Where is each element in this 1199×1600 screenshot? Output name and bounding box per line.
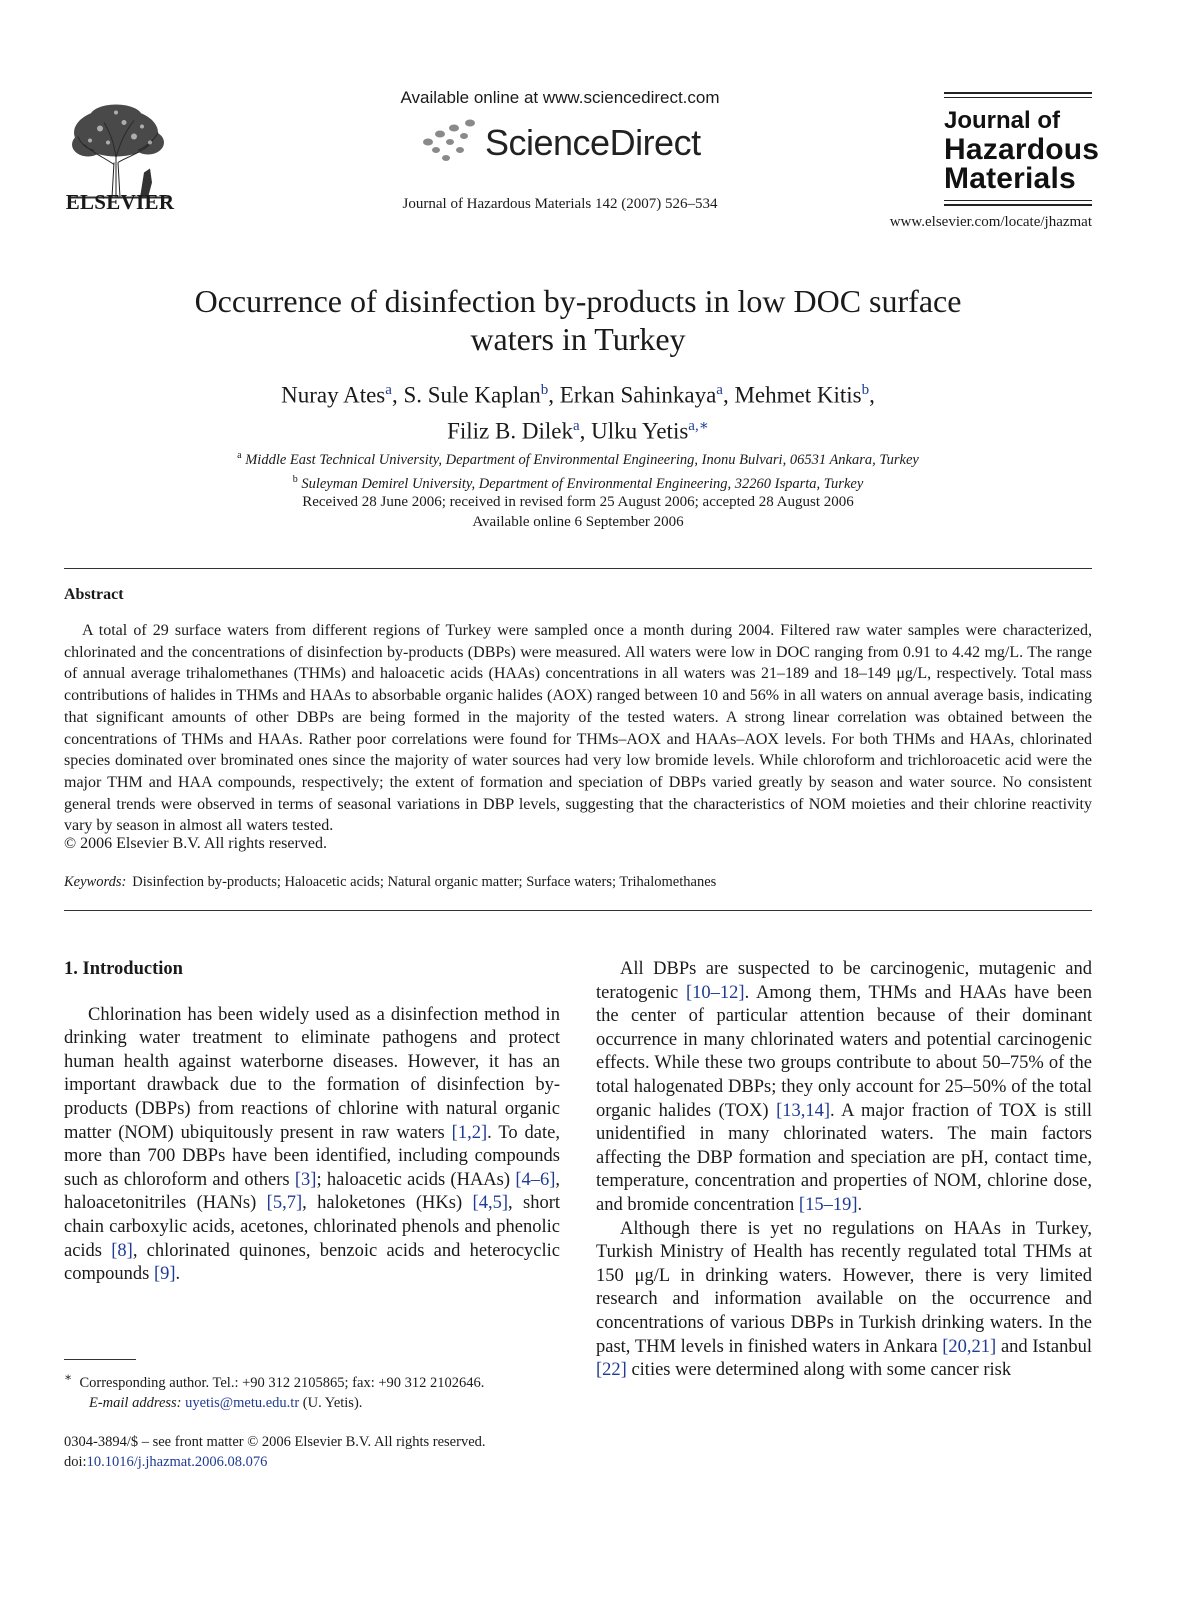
issn-line: 0304-3894/$ – see front matter © 2006 Elsevier B.V. All rights reserved.	[64, 1434, 486, 1450]
citation-link[interactable]: [10–12]	[686, 982, 745, 1003]
author-affiliation-mark[interactable]: a	[385, 382, 392, 398]
sciencedirect-wordmark: ScienceDirect	[485, 122, 701, 163]
paragraph-text: , short chain carboxylic acids, acetones, chlorinated phenols and phenolic acids	[64, 1193, 561, 1261]
paragraph-text: ; haloacetic acids (HAAs)	[316, 1169, 516, 1190]
citation-link[interactable]: [1,2]	[451, 1122, 488, 1143]
affiliations	[100, 446, 1056, 494]
keywords-list: Disinfection by-products; Haloacetic acids; Natural organic matter; Surface waters; Trihalomethanes	[132, 874, 717, 890]
paragraph-text: cities were determined along with some cancer risk	[626, 1360, 1012, 1381]
citation-link[interactable]: [9]	[153, 1264, 176, 1285]
author-affiliation-mark[interactable]: a,∗	[688, 417, 709, 434]
doi-label: doi:	[64, 1454, 87, 1470]
citation-link[interactable]: [8]	[111, 1240, 133, 1261]
author-name: Nuray Ates	[281, 382, 386, 408]
paragraph-text: .	[857, 1194, 863, 1215]
paper-title-line: waters in Turkey	[470, 321, 686, 357]
citation-link[interactable]: [13,14]	[776, 1100, 831, 1121]
author-name: S. Sule Kaplan	[403, 382, 541, 408]
journal-logo-rule	[944, 92, 1092, 94]
author-name: Ulku Yetis	[591, 418, 689, 444]
sciencedirect-available-online: Available online at www.sciencedirect.com	[400, 88, 720, 107]
journal-logo-rule	[944, 204, 1092, 206]
citation-link[interactable]: [4,5]	[472, 1193, 508, 1214]
footnote-rule	[64, 1359, 136, 1360]
intro-paragraph	[64, 1004, 560, 1287]
paragraph-text: Although there is yet no regulations on HAAs in Turkey, Turkish Ministry of Health has recently regulated total THMs at 150 μg/L in drinking waters. However, there is very limited research and information available on the occurrence and concentrations of various DBPs in Turkish drinking waters. In the past, THM levels in finished waters in Ankara	[596, 1218, 1092, 1357]
article-history	[100, 492, 1056, 532]
journal-logo-title	[944, 106, 1104, 193]
author-affiliation-mark[interactable]: a	[716, 382, 723, 398]
front-matter	[64, 1432, 564, 1472]
paragraph-text: . Among them, THMs and HAAs have been the center of particular attention because of their dominant occurrence in many chlorinated waters and potential carcinogenic effects. While these two groups contribute to about 50–75% of the total halogenated DBPs; they only account for 25–50% of the total organic halides (TOX)	[596, 982, 1092, 1121]
body-column-right	[596, 958, 1092, 1383]
citation-link[interactable]: [15–19]	[798, 1194, 858, 1215]
footnote-contact: Corresponding author. Tel.: +90 312 2105865; fax: +90 312 2102646.	[79, 1374, 485, 1391]
affiliation-mark: b	[292, 473, 298, 485]
keywords-label: Keywords:	[64, 874, 127, 890]
citation-link[interactable]: [22]	[596, 1360, 627, 1381]
citation-link[interactable]: [5,7]	[266, 1193, 303, 1214]
abstract-heading: Abstract	[64, 586, 124, 603]
corresponding-author-footnote	[64, 1367, 564, 1413]
citation-link[interactable]: [4–6]	[515, 1169, 556, 1190]
paragraph-text: and Istanbul	[996, 1336, 1092, 1357]
affiliation-mark: a	[237, 450, 242, 461]
email-suffix: (U. Yetis).	[302, 1394, 363, 1411]
affiliation-line	[100, 470, 1056, 494]
paragraph-text: , haloketones (HKs)	[302, 1193, 473, 1214]
author-list: Nuray Ates$^a$, S. Sule Kaplan$^b$, Erkan Sahinkaya$^a$, Mehmet Kitis$^b$, Filiz B. Dilek$^a$, Ulku Yetis$^{a,∗}$	[281, 382, 875, 444]
available-online-date: Available online 6 September 2006	[472, 514, 684, 530]
author-name: Mehmet Kitis	[734, 382, 862, 408]
paragraph-text: All DBPs are suspected to be carcinogenic, mutagenic and teratogenic	[596, 959, 1092, 1003]
email-label: E-mail address:	[89, 1394, 182, 1411]
author-name: Filiz B. Dilek	[447, 418, 573, 444]
paragraph-text: , chlorinated quinones, benzoic acids and heterocyclic compounds	[64, 1240, 560, 1285]
abstract-divider-bottom	[64, 910, 1092, 911]
footnote-mark: ∗	[64, 1370, 73, 1384]
citation-link[interactable]: [20,21]	[942, 1336, 997, 1357]
body-column-left	[64, 958, 560, 1287]
journal-logo-rule	[944, 200, 1092, 201]
sciencedirect-dots-icon	[418, 116, 488, 164]
journal-logo-line: Materials	[944, 162, 1076, 195]
affiliation-line	[100, 446, 1056, 470]
affiliation-text: Suleyman Demirel University, Department of Environmental Engineering, 32260 Isparta, Turkey	[301, 475, 864, 492]
doi-link[interactable]: 10.1016/j.jhazmat.2006.08.076	[86, 1454, 268, 1470]
paper-title-line: Occurrence of disinfection by-products in low DOC surface	[194, 283, 962, 319]
paragraph-text: . To date, more than 700 DBPs have been identified, including compounds such as chloroform and others	[64, 1122, 560, 1190]
elsevier-wordmark: ELSEVIER	[65, 190, 175, 214]
received-dates: Received 28 June 2006; received in revised form 25 August 2006; accepted 28 August 2006	[302, 494, 854, 510]
author-affiliation-mark[interactable]: a	[572, 417, 580, 434]
journal-logo-rule	[944, 97, 1092, 98]
author-affiliation-mark[interactable]: b	[540, 382, 549, 398]
journal-logo-line: Journal of	[944, 107, 1061, 134]
journal-citation: Journal of Hazardous Materials 142 (2007) 526–534	[402, 196, 718, 212]
journal-url-link[interactable]: www.elsevier.com/locate/jhazmat	[889, 214, 1092, 230]
paragraph-text: Chlorination has been widely used as a disinfection method in drinking water treatment to eliminate pathogens and protect human health against waterborne diseases. However, it has an important drawback due to the formation of disinfection by-products (DBPs) from reactions of chlorine with natural organic matter (NOM) ubiquitously present in raw waters	[64, 1004, 560, 1143]
author-affiliation-mark[interactable]: b	[861, 382, 870, 398]
author-name: Erkan Sahinkaya	[559, 382, 717, 408]
paragraph-text: , haloacetonitriles (HANs)	[64, 1169, 561, 1214]
keywords	[64, 874, 716, 891]
paragraph-text: .	[175, 1264, 181, 1285]
abstract-text: A total of 29 surface waters from different regions of Turkey were sampled once a month during 2004. Filtered raw water samples were characterized, chlorinated and the concentrations of disinfection by-products (DBPs) were measured. All waters were low in DOC ranging from 0.91 to 4.42 mg/L. The range of annual average trihalomethanes (THMs) and haloacetic acids (HAAs) concentrations in all waters was 21–189 and 18–149 μg/L, respectively. Total mass contributions of halides in THMs and HAAs to absorbable organic halides (AOX) ranged between 10 and 56% in all waters on annual average basis, indicating that significant amounts of other DBPs are being formed in the majority of the tested waters. A strong linear correlation was obtained between the concentrations of THMs and HAAs. Rather poor correlations were found for THMs–AOX and HAAs–AOX levels. For both THMs and HAAs, chlorinated species dominated over brominated ones since the majority of water sources had very low bromide levels. While chloroform and trichloroacetic acid were the major THM and HAA compounds, respectively; the extent of formation and speciation of DBPs varied greatly by season and water source. No consistent general trends were observed in terms of seasonal variations in DBP levels, suggesting that the characteristics of NOM moieties and their chlorine reactivity vary by season in almost all waters tested.	[64, 622, 1092, 835]
affiliation-text: Middle East Technical University, Department of Environmental Engineering, Inonu Bulvari, 06531 Ankara, Turkey	[245, 451, 919, 468]
abstract-copyright: © 2006 Elsevier B.V. All rights reserved.	[64, 835, 327, 852]
author-email-link[interactable]: uyetis@metu.edu.tr	[185, 1394, 300, 1411]
abstract-divider-top	[64, 568, 1092, 569]
abstract-body	[64, 620, 1092, 837]
section-heading-introduction: 1. Introduction	[64, 959, 183, 979]
intro-paragraph	[596, 1218, 1092, 1383]
intro-paragraph	[596, 958, 1092, 1218]
paper-title	[100, 282, 1056, 358]
journal-logo-line: Hazardous	[944, 133, 1100, 166]
citation-link[interactable]: [3]	[294, 1169, 317, 1190]
paragraph-text: . A major fraction of TOX is still unidentified in many chlorinated waters. The main factors affecting the DBP formation and speciation are pH, contact time, temperature, concentration and properties of NOM, chlorine dose, and bromide concentration	[596, 1100, 1092, 1215]
